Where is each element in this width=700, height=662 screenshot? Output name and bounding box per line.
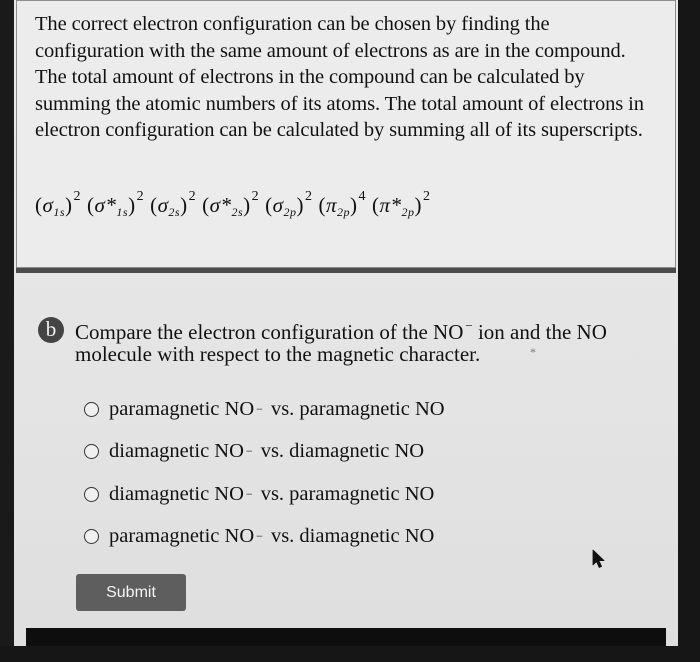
orbital-symbol: π*: [379, 193, 402, 217]
electron-count: 2: [304, 189, 313, 204]
orbital-label: 2p: [283, 205, 297, 219]
electron-count: 2: [423, 189, 431, 204]
electron-count: 2: [251, 189, 260, 204]
question-prefix: Compare the electron configuration of the NO: [75, 320, 464, 344]
bottom-bar: [26, 628, 666, 648]
formula-term: $(\sigma_{2p})^2$: [265, 189, 313, 219]
option-second-label: vs. diamagnetic NO: [270, 524, 435, 547]
orbital-symbol: σ: [42, 193, 54, 217]
option-second-label: vs. paramagnetic NO: [260, 482, 435, 505]
formula-term: $(\sigma_{1s})^2$: [35, 189, 82, 219]
electron-count: 4: [358, 189, 367, 204]
option-second-label: vs. diamagnetic NO: [260, 439, 425, 462]
option-first-label: paramagnetic NO: [109, 524, 255, 547]
explanation-card: [16, 0, 676, 268]
orbital-symbol: σ: [157, 193, 169, 217]
option-first-label: diamagnetic NO: [109, 439, 244, 462]
formula-term: $(\sigma_{2s})^2$: [150, 189, 197, 219]
option-paramagnetic-vs-diamagnetic[interactable]: [84, 523, 434, 549]
orbital-symbol: π: [325, 193, 338, 217]
option-first-label: diamagnetic NO: [109, 482, 244, 505]
frame-edge-left: [0, 0, 14, 662]
orbital-label: 2s: [168, 205, 181, 219]
frame-edge-right: [678, 0, 700, 662]
option-charge: −: [245, 486, 253, 501]
required-asterisk: *: [530, 345, 536, 359]
question-part-badge: b: [38, 317, 64, 343]
option-charge: −: [245, 443, 253, 458]
formula-term: $(\sigma*_{1s})^2$: [87, 189, 145, 219]
orbital-symbol: σ: [272, 193, 284, 217]
explanation-paragraph: The correct electron configuration can be chosen by finding the configuration with the same amount of electrons as are in the compound. The total amount of electrons in the compound can be calculated by summing the atomic numbers of its atoms. The total amount of electrons in electron configuration can be calculated by summing all of its superscripts.: [35, 13, 644, 141]
radio-circle-icon[interactable]: [84, 487, 99, 502]
option-second-label: vs. paramagnetic NO: [270, 397, 445, 420]
orbital-label: 1s: [53, 205, 66, 219]
radio-circle-icon[interactable]: [84, 444, 99, 459]
electron-count: 2: [136, 189, 145, 204]
orbital-label: 2s: [231, 205, 244, 219]
option-diamagnetic-vs-paramagnetic[interactable]: [84, 481, 434, 507]
orbital-label: 1s: [116, 205, 129, 219]
radio-circle-icon[interactable]: [84, 402, 99, 417]
option-paramagnetic-vs-paramagnetic[interactable]: [84, 396, 445, 422]
electron-count: 2: [73, 189, 82, 204]
formula-term: $(\sigma*_{2s})^2$: [202, 189, 260, 219]
electron-configuration-formula: [35, 189, 437, 220]
option-charge: −: [256, 528, 263, 543]
option-charge: −: [256, 401, 263, 416]
frame-edge-bottom: [0, 646, 700, 662]
option-diamagnetic-vs-diamagnetic[interactable]: [84, 438, 424, 464]
question-suffix: ion and the NO: [477, 320, 607, 344]
ion-charge: −: [465, 318, 473, 333]
formula-term: $(\pi*_{2p})^2$: [372, 189, 431, 219]
question-text-line-2: molecule with respect to the magnetic character.: [75, 342, 481, 366]
electron-count: 2: [188, 189, 197, 204]
orbital-symbol: σ*: [209, 193, 232, 217]
question-text-line-1: [75, 318, 607, 345]
orbital-label: 2p: [401, 205, 415, 219]
radio-circle-icon[interactable]: [84, 529, 99, 544]
formula-term: $(\pi_{2p})^4$: [318, 189, 367, 219]
mouse-pointer-icon: [592, 549, 606, 569]
option-first-label: paramagnetic NO: [109, 397, 255, 420]
orbital-label: 2p: [337, 205, 351, 219]
orbital-symbol: σ*: [94, 193, 117, 217]
submit-button[interactable]: Submit: [76, 574, 186, 611]
